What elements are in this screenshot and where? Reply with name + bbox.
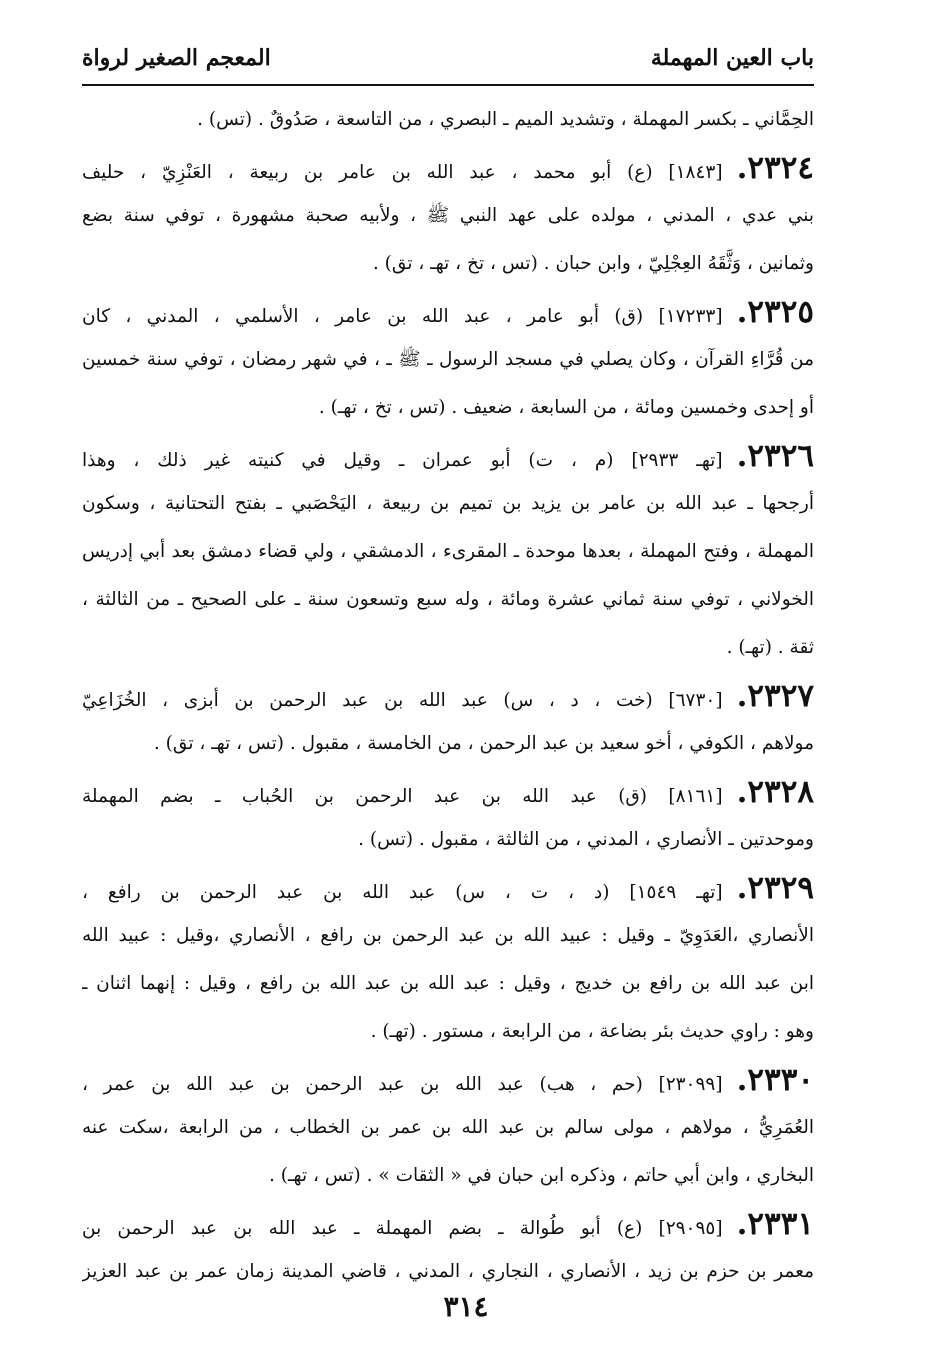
line-text: [٢٣٠٩٩] (حم ، هب) عبد الله بن عبد الرحمن بن عبد الله بن عمر ، — [82, 1074, 723, 1095]
entry-number: ٢٣٢٩. — [736, 870, 814, 906]
text-line — [82, 1104, 814, 1152]
text-line — [82, 528, 814, 576]
text-line — [82, 720, 814, 768]
text-line — [82, 96, 814, 144]
text-line — [82, 1008, 814, 1056]
line-text: وموحدتين ـ الأنصاري ، المدني ، من الثالثة ، مقبول . (تس) . — [358, 829, 814, 850]
line-text: المهملة ، وفتح المهملة ، بعدها موحدة ـ المقرىء ، الدمشقي ، ولي قضاء دمشق بعد أبي إدريس — [82, 541, 814, 562]
line-text: وهو : راوي حديث بئر بضاعة ، من الرابعة ، مستور . (تهـ) . — [370, 1021, 814, 1042]
entry-first-line — [82, 144, 814, 192]
text-line — [82, 240, 814, 288]
entry-first-line — [82, 288, 814, 336]
line-text: [١٧٢٣٣] (ق) أبو عامر ، عبد الله بن عامر ، الأسلمي ، المدني ، كان — [82, 306, 723, 327]
line-text: أو إحدى وخمسين ومائة ، من السابعة ، ضعيف . (تس ، تخ ، تهـ) . — [318, 397, 814, 418]
entry-first-line — [82, 432, 814, 480]
text-line — [82, 816, 814, 864]
entry-first-line — [82, 864, 814, 912]
text-line — [82, 336, 814, 384]
line-text: العُمَرِيُّ ، مولاهم ، مولى سالم بن عبد الله بن عمر بن الخطاب ، من الرابعة ،سكت عنه — [82, 1117, 814, 1138]
page-number: ٣١٤ — [443, 1290, 489, 1323]
text-line — [82, 480, 814, 528]
text-line — [82, 1152, 814, 1200]
header-rule — [82, 84, 814, 86]
entry-number: ٢٣٢٥. — [736, 294, 814, 330]
text-line — [82, 624, 814, 672]
book-title: المعجم الصغير لرواة — [82, 45, 271, 71]
chapter-title: باب العين المهملة — [650, 45, 814, 71]
entry-number: ٢٣٢٧. — [736, 678, 814, 714]
line-text: الأنصاري ،العَدَوِيّ ـ وقيل : عبيد الله بن عبد الرحمن بن رافع ، الأنصاري ،وقيل : عبيد الله — [82, 925, 814, 946]
line-text: مولاهم ، الكوفي ، أخو سعيد بن عبد الرحمن ، من الخامسة ، مقبول . (تس ، تهـ ، تق) . — [153, 733, 814, 754]
line-text: من قُرَّاءِ القرآن ، وكان يصلي في مسجد الرسول ـ ﷺ ـ ، في شهر رمضان ، توفي سنة خمسين — [82, 349, 814, 370]
line-text: ابن عبد الله بن رافع بن خديج ، وقيل : عبد الله بن عبد الله بن رافع ، وقيل : إنهما اثنان ـ — [82, 973, 814, 994]
page-body — [82, 96, 814, 1296]
entry-number: ٢٣٣٠. — [736, 1062, 814, 1098]
entry-first-line — [82, 1056, 814, 1104]
text-line — [82, 384, 814, 432]
running-header — [82, 40, 814, 76]
line-text: وثمانين ، وَثَّقَهُ العِجْلِيّ ، وابن حبان . (تس ، تخ ، تهـ ، تق) . — [372, 253, 814, 274]
text-line — [82, 1248, 814, 1296]
text-line — [82, 912, 814, 960]
line-text: الخولاني ، توفي سنة ثماني عشرة ومائة ، وله سبع وتسعون سنة ـ على الصحيح ـ من الثالثة ، — [82, 589, 814, 610]
line-text: [تهـ ٢٩٣٣] (م ، ت) أبو عمران ـ وقيل في كنيته غير ذلك ، وهذا — [82, 450, 723, 471]
entry-number: ٢٣٢٤. — [736, 150, 814, 186]
entry-first-line — [82, 768, 814, 816]
line-text: [١٨٤٣] (ع) أبو محمد ، عبد الله بن عامر بن ربيعة ، العَنْزِيّ ، حليف — [82, 162, 723, 183]
line-text: [تهـ ١٥٤٩] (د ، ت ، س) عبد الله بن عبد الرحمن بن رافع ، — [82, 882, 723, 903]
line-text: [٨١٦١] (ق) عبد الله بن عبد الرحمن بن الحُباب ـ بضم المهملة — [82, 786, 723, 807]
entry-number: ٢٣٣١. — [736, 1206, 814, 1242]
line-text: الحِمَّاني ـ بكسر المهملة ، وتشديد الميم ـ البصري ، من التاسعة ، صَدُوقٌ . (تس) . — [197, 109, 814, 130]
line-text: ثقة . (تهـ) . — [726, 637, 814, 658]
line-text: البخاري ، وابن أبي حاتم ، وذكره ابن حبان في « الثقات » . (تس ، تهـ) . — [269, 1165, 814, 1186]
text-line — [82, 576, 814, 624]
line-text: [٦٧٣٠] (خت ، د ، س) عبد الله بن عبد الرحمن بن أبزى ، الخُزَاعِيّ — [82, 690, 723, 711]
line-text: أرجحها ـ عبد الله بن عامر بن يزيد بن تميم بن ربيعة ، اليَحْصَبي ـ بفتح التحتانية ، وسكون — [82, 493, 814, 514]
line-text: معمر بن حزم بن زيد ، الأنصاري ، النجاري ، المدني ، قاضي المدينة زمان عمر بن عبد العزيز — [82, 1261, 814, 1282]
entry-first-line — [82, 1200, 814, 1248]
entry-number: ٢٣٢٨. — [736, 774, 814, 810]
line-text: [٢٩٠٩٥] (ع) أبو طُوالة ـ بضم المهملة ـ عبد الله بن عبد الرحمن بن — [82, 1218, 723, 1239]
text-line — [82, 960, 814, 1008]
entry-first-line — [82, 672, 814, 720]
line-text: بني عدي ، المدني ، مولده على عهد النبي ﷺ ، ولأبيه صحبة مشهورة ، توفي سنة بضع — [82, 205, 814, 226]
entry-number: ٢٣٢٦. — [736, 438, 814, 474]
text-line — [82, 192, 814, 240]
